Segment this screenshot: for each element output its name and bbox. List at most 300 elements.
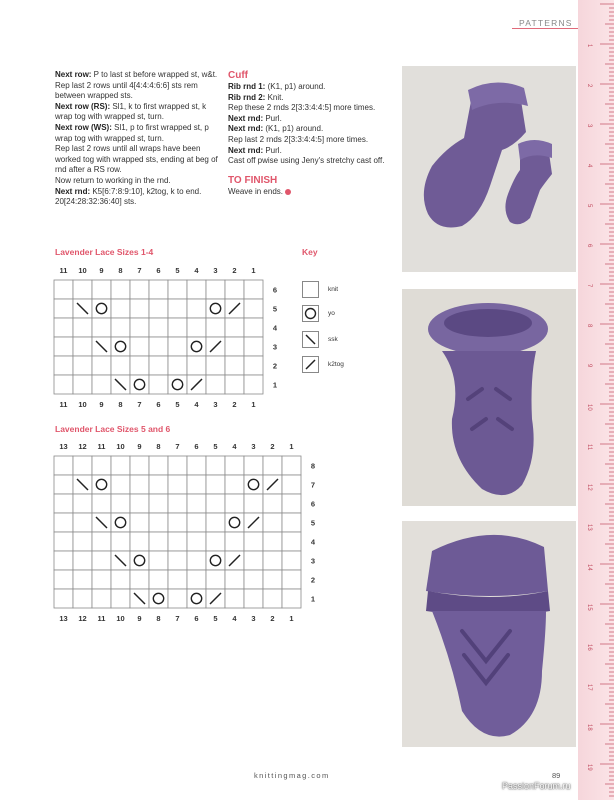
chart-cell: [244, 532, 263, 551]
row-number: 6: [272, 285, 278, 295]
row-number: 5: [272, 304, 278, 314]
column-number: 12: [78, 614, 87, 623]
chart-cell: [130, 513, 149, 532]
chart-cell: [168, 337, 187, 356]
photo-bootie-top: [402, 521, 576, 747]
chart-cell: [149, 570, 168, 589]
column-number: 11: [97, 614, 106, 623]
footer-url: knittingmag.com: [254, 771, 330, 780]
chart-cell: [130, 494, 149, 513]
chart-cell: [187, 337, 206, 356]
column-number: 11: [59, 266, 68, 275]
chart-cell: [206, 375, 225, 394]
column-number: 13: [59, 442, 68, 451]
header-rule: [512, 28, 578, 29]
ruler-number: 14: [586, 564, 592, 571]
chart-cell: [149, 532, 168, 551]
cuff-line: [228, 135, 393, 146]
cuff-label: Next rnd:: [228, 145, 264, 155]
instruction-line: [55, 123, 225, 144]
column-number: 3: [213, 400, 218, 409]
chart-cell: [111, 356, 130, 375]
chart2-title: Lavender Lace Sizes 5 and 6: [55, 424, 171, 434]
chart-cell: [149, 589, 168, 608]
chart-cell: [206, 570, 225, 589]
chart-cell: [130, 475, 149, 494]
ruler-number: 6: [586, 244, 592, 248]
finish-text-body: Weave in ends.: [228, 186, 283, 196]
photo-bootie-side: [402, 289, 576, 506]
chart-cell: [54, 318, 73, 337]
chart-cell: [73, 494, 92, 513]
row-number: 6: [310, 499, 316, 509]
chart-cell: [73, 318, 92, 337]
ruler-number: 11: [586, 444, 592, 451]
ruler-decoration: [578, 0, 614, 800]
chart-cell: [187, 475, 206, 494]
chart-cell: [111, 475, 130, 494]
ruler-number: 3: [586, 124, 592, 128]
chart-cell: [168, 551, 187, 570]
chart-cell: [73, 570, 92, 589]
chart-cell: [206, 494, 225, 513]
chart-cell: [54, 356, 73, 375]
chart-cell: [92, 475, 111, 494]
key-knit-label: knit: [328, 286, 339, 293]
ruler-number: 17: [586, 684, 592, 691]
chart-cell: [92, 494, 111, 513]
column-number: 3: [251, 442, 256, 451]
ruler-ticks: [578, 0, 614, 800]
cuff-text: Cast off pwise using Jeny's stretchy cast off.: [228, 156, 385, 166]
chart-cell: [54, 513, 73, 532]
chart1-grid: [50, 262, 290, 418]
chart-cell: [187, 356, 206, 375]
chart-cell: [130, 299, 149, 318]
column-number: 12: [78, 442, 87, 451]
row-number: 1: [310, 594, 316, 604]
chart-cell: [187, 280, 206, 299]
chart-cell: [111, 589, 130, 608]
chart-cell: [282, 513, 301, 532]
column-number: 4: [194, 266, 199, 275]
chart-cell: [206, 280, 225, 299]
row-number: 3: [272, 342, 278, 352]
column-number: 5: [175, 400, 180, 409]
row-number: 7: [310, 480, 316, 490]
cuff-text: Rep these 2 rnds 2[3:3:4:4:5] more times.: [228, 103, 376, 113]
column-number: 1: [289, 442, 294, 451]
chart-cell: [149, 318, 168, 337]
ruler-number: 18: [586, 724, 592, 731]
cuff-heading: Cuff: [228, 70, 248, 81]
row-number: 4: [310, 537, 316, 547]
chart-cell: [54, 570, 73, 589]
column-number: 2: [232, 400, 237, 409]
chart-cell: [282, 589, 301, 608]
instruction-line: [55, 70, 225, 81]
chart-cell: [73, 456, 92, 475]
column-number: 5: [213, 442, 218, 451]
row-number: 1: [272, 380, 278, 390]
chart-cell: [130, 356, 149, 375]
column-number: 8: [118, 266, 123, 275]
instruction-label: Next row (RS):: [55, 101, 111, 111]
row-number: 2: [272, 361, 278, 371]
chart-cell: [187, 456, 206, 475]
ruler-number: 4: [586, 164, 592, 168]
column-number: 7: [175, 442, 180, 451]
ruler-number: 7: [586, 284, 592, 288]
column-number: 1: [251, 266, 256, 275]
instruction-text: Rep last 2 rows until all wraps have been worked tog with wrapped sts, ending at beg of rnd after a RS row.: [55, 144, 218, 175]
cuff-text: Purl.: [263, 145, 282, 155]
chart-cell: [187, 299, 206, 318]
column-number: 7: [137, 400, 142, 409]
instruction-line: [55, 102, 225, 123]
chart-cell: [111, 513, 130, 532]
ruler-number: 2: [586, 84, 592, 88]
chart-cell: [244, 570, 263, 589]
chart-cell: [54, 280, 73, 299]
chart-cell: [206, 318, 225, 337]
instruction-text: Sl1, k to first wrapped st, k wrap tog with wrapped st, turn.: [55, 101, 207, 122]
chart-cell: [92, 318, 111, 337]
cuff-label: Next rnd:: [228, 124, 264, 134]
chart-cell: [54, 337, 73, 356]
chart-cell: [92, 299, 111, 318]
chart-cell: [54, 494, 73, 513]
chart-cell: [54, 532, 73, 551]
chart-cell: [225, 570, 244, 589]
row-number: 4: [272, 323, 278, 333]
cuff-text: Rep last 2 rnds 2[3:3:4:4:5] more times.: [228, 134, 369, 144]
chart-cell: [244, 475, 263, 494]
key-k2tog-label: k2tog: [328, 361, 344, 368]
cuff-text: Knit.: [265, 92, 284, 102]
chart-cell: [92, 532, 111, 551]
chart-cell: [168, 456, 187, 475]
chart-cell: [282, 551, 301, 570]
chart2-grid: [50, 438, 330, 623]
ruler-number: 10: [586, 404, 592, 411]
instruction-line: [55, 144, 225, 176]
row-number: 5: [310, 518, 316, 528]
chart-cell: [149, 494, 168, 513]
column-number: 2: [232, 266, 237, 275]
instruction-label: Next row:: [55, 70, 92, 79]
chart-cell: [263, 532, 282, 551]
chart-cell: [225, 513, 244, 532]
chart-cell: [187, 513, 206, 532]
chart-cell: [206, 356, 225, 375]
chart-cell: [168, 280, 187, 299]
chart-cell: [187, 551, 206, 570]
page-number: 89: [552, 771, 561, 780]
chart-cell: [244, 456, 263, 475]
cuff-line: [228, 146, 393, 157]
chart-cell: [130, 570, 149, 589]
chart-cell: [149, 551, 168, 570]
chart-cell: [225, 475, 244, 494]
column-number: 5: [175, 266, 180, 275]
chart-cell: [54, 589, 73, 608]
cuff-text: (K1, p1) around.: [263, 124, 324, 134]
chart-cell: [168, 532, 187, 551]
chart-cell: [73, 532, 92, 551]
column-number: 3: [213, 266, 218, 275]
column-number: 1: [251, 400, 256, 409]
column-number: 2: [270, 442, 275, 451]
cuff-text: (K1, p1) around.: [265, 82, 326, 91]
chart-cell: [168, 475, 187, 494]
chart-cell: [168, 494, 187, 513]
key-knit-icon: [302, 281, 319, 298]
chart-cell: [206, 299, 225, 318]
column-number: 9: [99, 400, 104, 409]
chart-cell: [187, 494, 206, 513]
chart-cell: [206, 456, 225, 475]
column-number: 13: [59, 614, 68, 623]
column-number: 7: [137, 266, 142, 275]
cuff-text: Purl.: [263, 113, 282, 123]
column-number: 6: [194, 442, 199, 451]
chart-cell: [149, 513, 168, 532]
column-number: 11: [97, 442, 106, 451]
column-number: 2: [270, 614, 275, 623]
chart-cell: [111, 532, 130, 551]
chart-cell: [73, 551, 92, 570]
chart-cell: [187, 589, 206, 608]
row-number: 8: [310, 461, 316, 471]
chart-cell: [149, 337, 168, 356]
photo-two-socks: [402, 66, 576, 272]
chart1-title: Lavender Lace Sizes 1-4: [55, 247, 154, 257]
chart-cell: [282, 532, 301, 551]
chart-cell: [168, 375, 187, 394]
chart-cell: [225, 532, 244, 551]
chart-cell: [225, 375, 244, 394]
chart-cell: [187, 570, 206, 589]
column-number: 6: [194, 614, 199, 623]
instruction-text: P to last st before wrapped st, w&t.: [91, 70, 218, 79]
key-title: Key: [302, 247, 318, 257]
column-number: 6: [156, 400, 161, 409]
chart-cell: [206, 475, 225, 494]
chart-cell: [149, 456, 168, 475]
chart-cell: [206, 532, 225, 551]
chart-cell: [168, 318, 187, 337]
column-number: 9: [137, 442, 142, 451]
column-number: 10: [116, 614, 125, 623]
chart-cell: [263, 570, 282, 589]
cuff-line: [228, 82, 393, 93]
ruler-number: 12: [586, 484, 592, 491]
chart-cell: [111, 570, 130, 589]
cuff-label: Next rnd:: [228, 113, 264, 123]
cuff-instructions: [228, 82, 393, 167]
chart-cell: [282, 475, 301, 494]
chart-cell: [73, 337, 92, 356]
chart-cell: [149, 475, 168, 494]
chart-cell: [263, 494, 282, 513]
chart-cell: [130, 532, 149, 551]
chart-cell: [263, 589, 282, 608]
cuff-line: [228, 93, 393, 104]
chart-cell: [92, 570, 111, 589]
column-number: 9: [137, 614, 142, 623]
column-number: 3: [251, 614, 256, 623]
ruler-number: 5: [586, 204, 592, 208]
chart-cell: [111, 456, 130, 475]
instruction-line: [55, 81, 225, 102]
chart-cell: [282, 456, 301, 475]
column-number: 4: [194, 400, 199, 409]
column-number: 10: [78, 266, 87, 275]
instruction-line: [55, 187, 225, 208]
chart-cell: [263, 513, 282, 532]
watermark: PassionForum.ru: [502, 781, 571, 791]
chart-cell: [92, 589, 111, 608]
ruler-number: 8: [586, 324, 592, 328]
instruction-label: Next row (WS):: [55, 122, 112, 132]
column-number: 10: [116, 442, 125, 451]
chart-cell: [54, 375, 73, 394]
column-number: 7: [175, 614, 180, 623]
chart-cell: [282, 570, 301, 589]
ruler-number: 19: [586, 764, 592, 771]
chart-cell: [73, 513, 92, 532]
chart-cell: [244, 375, 263, 394]
chart-cell: [92, 375, 111, 394]
chart-cell: [225, 589, 244, 608]
key-yo-icon: [302, 305, 319, 322]
finish-heading: TO FINISH: [228, 174, 278, 186]
chart-cell: [244, 551, 263, 570]
column-number: 10: [78, 400, 87, 409]
instruction-text: K5[6:7:8:9:10], k2tog, k to end. 20[24:28:32:36:40] sts.: [55, 186, 202, 207]
chart-cell: [206, 551, 225, 570]
chart-cell: [168, 299, 187, 318]
chart-cell: [111, 280, 130, 299]
chart-cell: [54, 475, 73, 494]
instruction-text: Sl1, p to first wrapped st, p wrap tog with wrapped st, turn.: [55, 122, 209, 143]
chart-cell: [244, 494, 263, 513]
cuff-line: [228, 124, 393, 135]
chart-cell: [244, 299, 263, 318]
instruction-label: Next rnd:: [55, 186, 91, 196]
chart-cell: [282, 494, 301, 513]
chart-cell: [149, 280, 168, 299]
chart-cell: [54, 551, 73, 570]
chart-cell: [130, 280, 149, 299]
chart-cell: [111, 494, 130, 513]
cuff-label: Rib rnd 1:: [228, 82, 266, 91]
chart-cell: [187, 318, 206, 337]
chart-cell: [244, 318, 263, 337]
row-number: 2: [310, 575, 316, 585]
chart-cell: [263, 551, 282, 570]
section-label: PATTERNS: [519, 18, 573, 28]
chart-cell: [225, 356, 244, 375]
chart-cell: [168, 570, 187, 589]
column-number: 4: [232, 614, 237, 623]
chart-cell: [54, 299, 73, 318]
chart-cell: [111, 337, 130, 356]
chart-cell: [130, 551, 149, 570]
chart-cell: [111, 299, 130, 318]
ruler-number: 13: [586, 524, 592, 531]
ruler-number: 1: [586, 44, 592, 48]
chart-cell: [73, 589, 92, 608]
finish-text: [228, 187, 393, 198]
instruction-text: Now return to working in the rnd.: [55, 175, 171, 185]
chart-cell: [168, 589, 187, 608]
key-yo-label: yo: [328, 310, 335, 317]
chart-cell: [225, 456, 244, 475]
row-number: 3: [310, 556, 316, 566]
chart-cell: [54, 456, 73, 475]
chart-cell: [149, 299, 168, 318]
end-dot-icon: [285, 189, 291, 195]
chart-cell: [73, 356, 92, 375]
instruction-line: [55, 176, 225, 187]
chart-cell: [130, 456, 149, 475]
key-ssk-label: ssk: [328, 336, 338, 343]
cuff-label: Rib rnd 2:: [228, 92, 266, 102]
column-number: 8: [156, 442, 161, 451]
instruction-text: Rep last 2 rows until 4[4:4:4:6:6] sts rem between wrapped sts.: [55, 80, 198, 101]
column-number: 8: [118, 400, 123, 409]
instructions-column-2: [228, 70, 393, 197]
chart-cell: [225, 337, 244, 356]
ruler-number: 15: [586, 604, 592, 611]
chart-cell: [225, 280, 244, 299]
chart-cell: [244, 356, 263, 375]
column-number: 4: [232, 442, 237, 451]
column-number: 8: [156, 614, 161, 623]
chart-cell: [130, 375, 149, 394]
chart-cell: [225, 318, 244, 337]
cuff-line: [228, 156, 393, 167]
key-ssk-icon: [302, 331, 319, 348]
chart-cell: [187, 532, 206, 551]
column-number: 5: [213, 614, 218, 623]
column-number: 11: [59, 400, 68, 409]
chart-cell: [73, 375, 92, 394]
instructions-column-1: [55, 70, 225, 208]
chart-cell: [225, 494, 244, 513]
chart-cell: [263, 456, 282, 475]
chart-cell: [130, 337, 149, 356]
cuff-line: [228, 103, 393, 114]
column-number: 1: [289, 614, 294, 623]
chart-cell: [92, 356, 111, 375]
chart-cell: [244, 280, 263, 299]
chart-cell: [206, 513, 225, 532]
ruler-number: 16: [586, 644, 592, 651]
chart-cell: [92, 551, 111, 570]
ruler-number: 9: [586, 364, 592, 368]
chart-cell: [149, 375, 168, 394]
chart-cell: [92, 280, 111, 299]
chart-cell: [168, 513, 187, 532]
column-number: 6: [156, 266, 161, 275]
chart-cell: [130, 318, 149, 337]
chart-cell: [111, 318, 130, 337]
chart-cell: [149, 356, 168, 375]
cuff-line: [228, 114, 393, 125]
